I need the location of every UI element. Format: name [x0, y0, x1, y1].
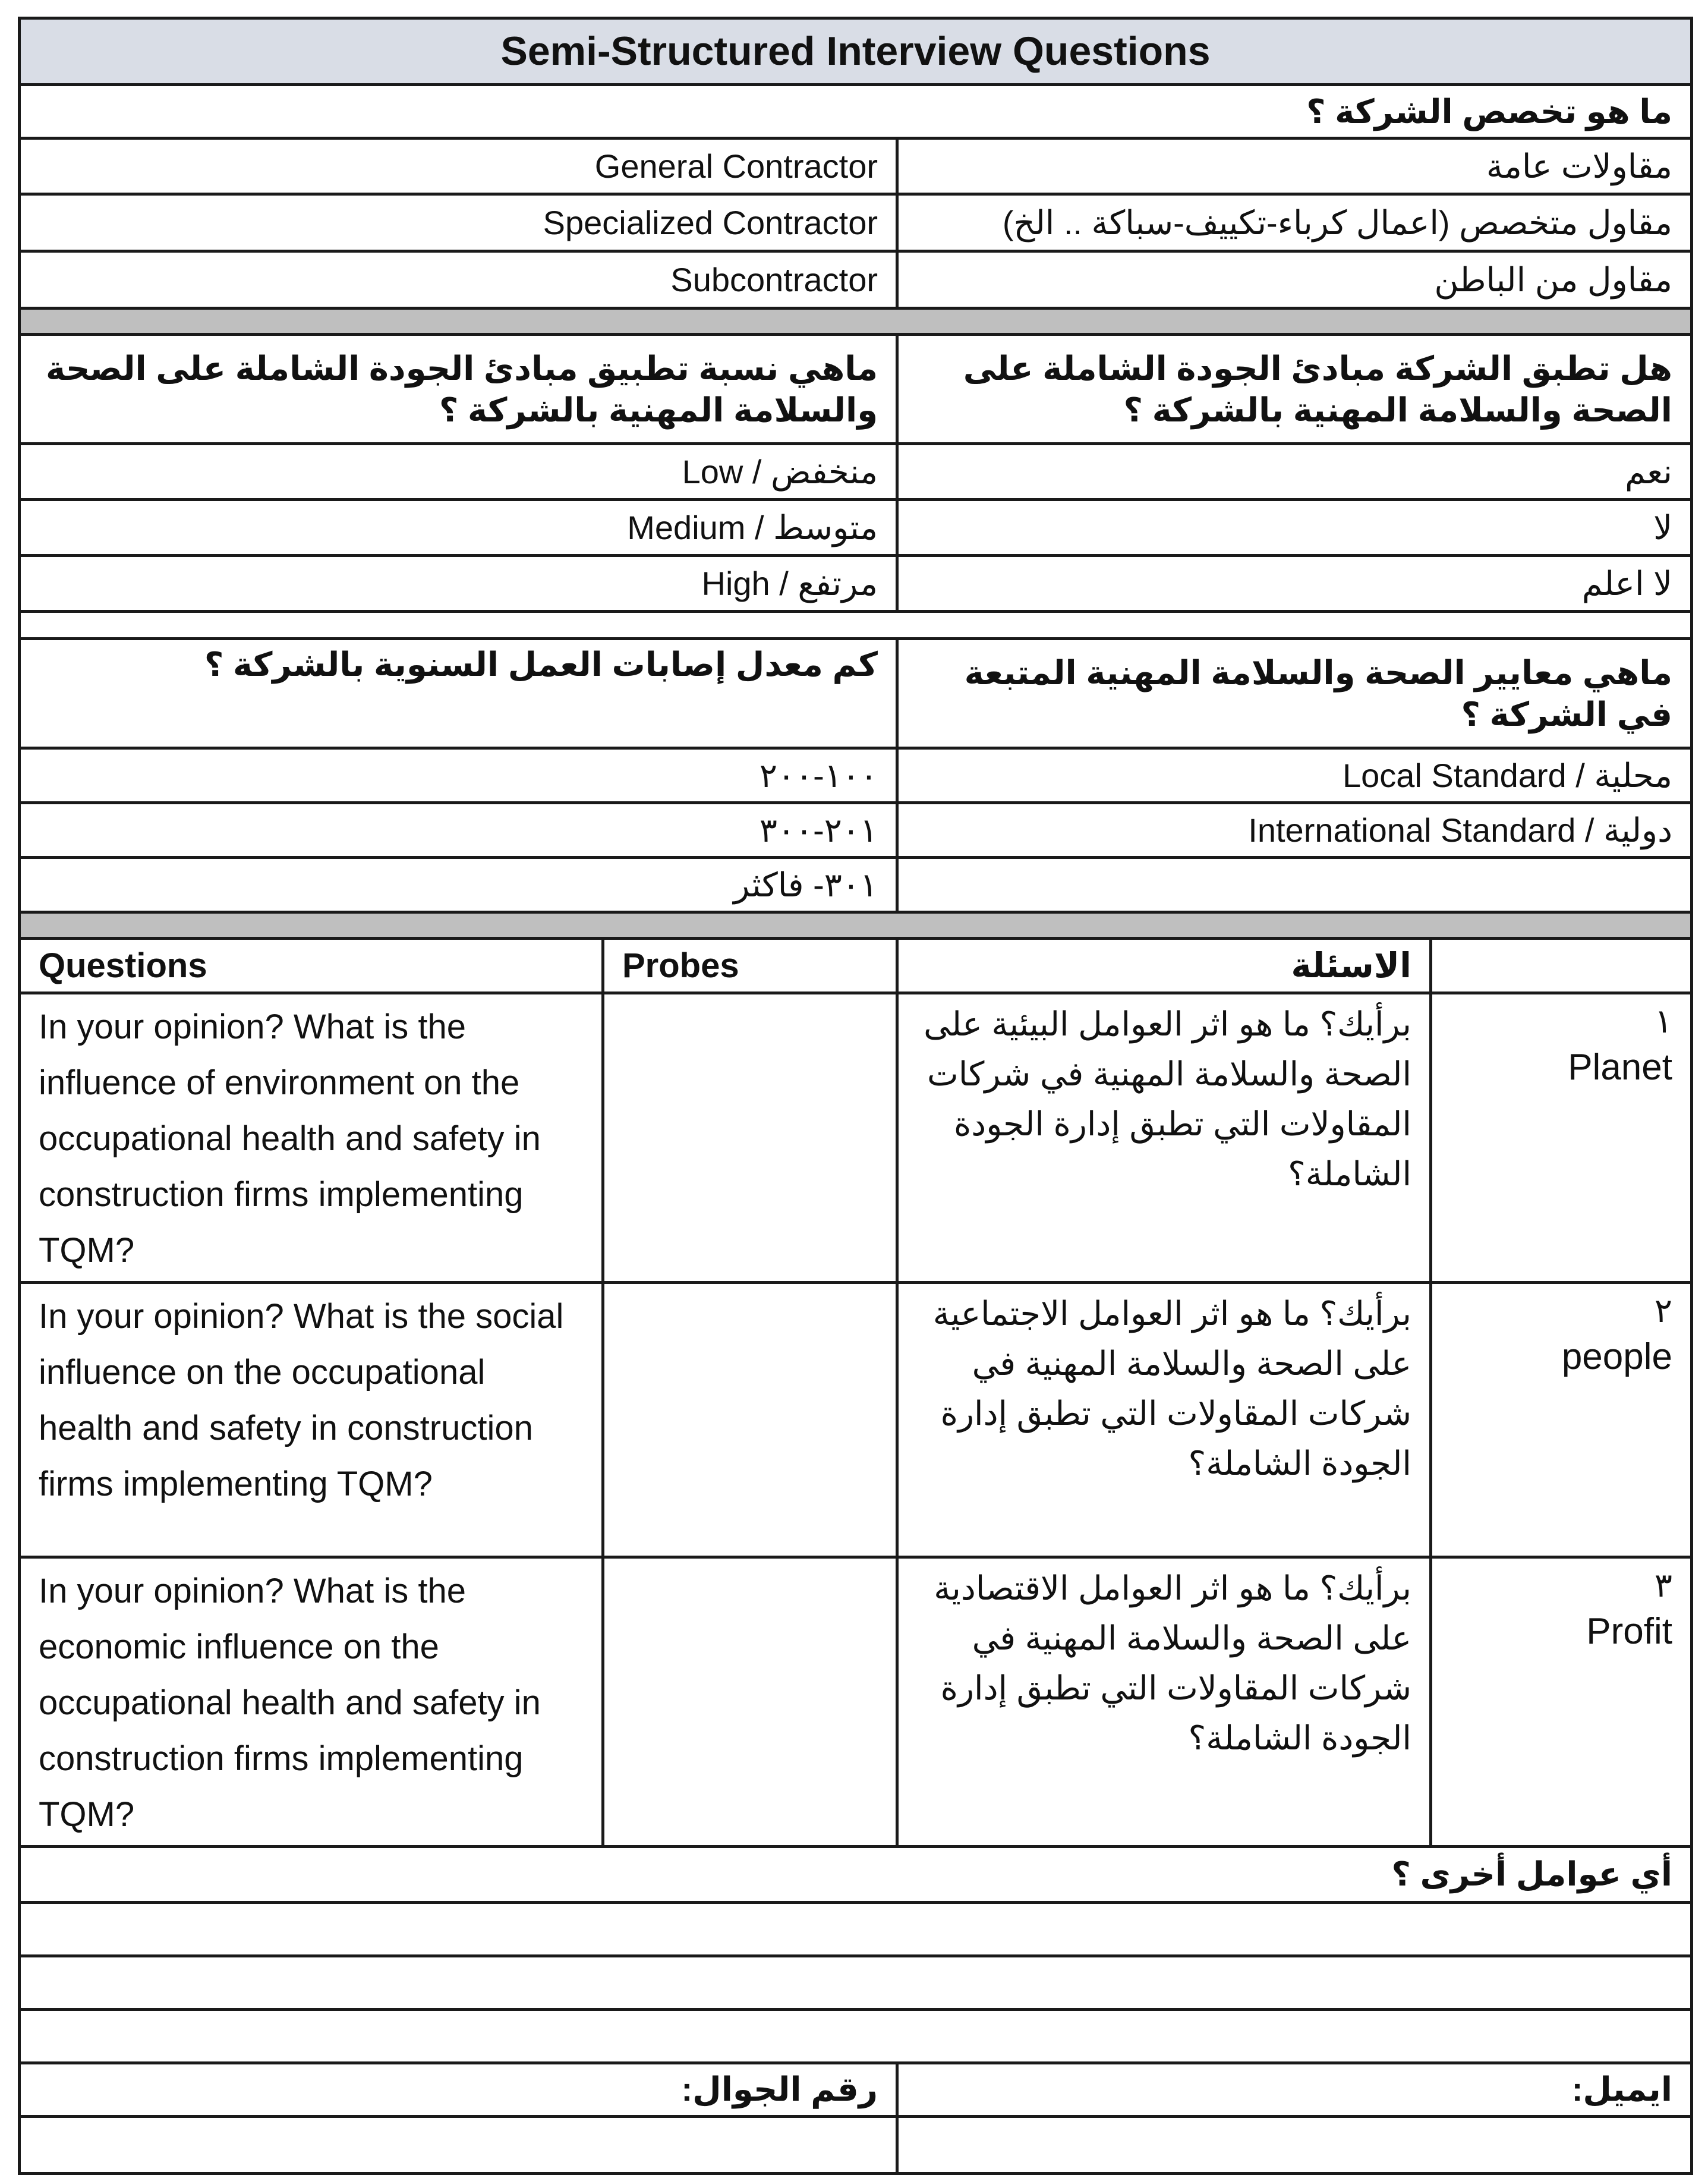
contact-row	[20, 2063, 1692, 2116]
tqm-rate-option: متوسط / Medium	[20, 500, 897, 556]
form-top-table	[18, 17, 1693, 940]
injury-rate-option: ٣٠١- فاكثر	[20, 858, 897, 912]
tqm-rate-question: ماهي نسبة تطبيق مبادئ الجودة الشاملة على الصحة والسلامة المهنية بالشركة ؟	[20, 335, 897, 444]
question-en: In your opinion? What is the influence of environment on the occupational health and safety in construction firms implementing TQM?	[20, 993, 603, 1283]
contact-input-row	[20, 2116, 1692, 2173]
tqm-apply-option: لا اعلم	[897, 556, 1692, 612]
question-ar: برأيك؟ ما هو اثر العوامل البيئية على الصحة والسلامة المهنية في شركات المقاولات التي تطبق إدارة الجودة الشاملة؟	[897, 993, 1431, 1283]
question-row	[20, 1282, 1692, 1557]
interview-form	[18, 17, 1690, 2175]
injury-rate-question: كم معدل إصابات العمل السنوية بالشركة ؟	[20, 639, 897, 748]
mobile-field[interactable]	[20, 2116, 897, 2173]
question-row	[20, 993, 1692, 1283]
specialty-option-row	[20, 194, 1692, 251]
question-en: In your opinion? What is the social influence on the occupational health and safety in construction firms implementing TQM?	[20, 1282, 603, 1557]
specialty-option-ar: مقاول متخصص (اعمال كرباء-تكييف-سباكة .. الخ)	[897, 194, 1692, 251]
dimension-cell	[1431, 1282, 1692, 1557]
safety-standard-option	[897, 858, 1692, 912]
other-factors-label: أي عوامل أخرى ؟	[20, 1846, 1692, 1902]
probes-header: Probes	[603, 939, 897, 993]
answer-line[interactable]	[20, 1902, 1692, 1956]
specialty-option-row	[20, 139, 1692, 194]
company-specialty-question: ما هو تخصص الشركة ؟	[20, 85, 1692, 139]
section-divider	[20, 309, 1692, 335]
email-label: ايميل:	[897, 2063, 1692, 2116]
specialty-option-row	[20, 251, 1692, 309]
specialty-option-ar: مقاول من الباطن	[897, 251, 1692, 309]
injury-rate-option: ١٠٠-٢٠٠	[20, 748, 897, 803]
page-title: Semi-Structured Interview Questions	[20, 18, 1692, 85]
tqm-apply-option: نعم	[897, 444, 1692, 500]
question-ar: برأيك؟ ما هو اثر العوامل الاجتماعية على الصحة والسلامة المهنية في شركات المقاولات التي تطبق إدارة الجودة الشاملة؟	[897, 1282, 1431, 1557]
answer-row	[20, 500, 1692, 556]
specialty-option-en: Subcontractor	[20, 251, 897, 309]
answer-row	[20, 748, 1692, 803]
specialty-option-en: General Contractor	[20, 139, 897, 194]
footer-table	[18, 1845, 1693, 2175]
question-ar: برأيك؟ ما هو اثر العوامل الاقتصادية على الصحة والسلامة المهنية في شركات المقاولات التي تطبق إدارة الجودة الشاملة؟	[897, 1557, 1431, 1846]
probes-cell	[603, 1282, 897, 1557]
safety-standard-option: دولية / International Standard	[897, 803, 1692, 858]
blank-row	[20, 612, 1692, 639]
tqm-apply-question: هل تطبق الشركة مبادئ الجودة الشاملة على الصحة والسلامة المهنية بالشركة ؟	[897, 335, 1692, 444]
safety-standards-question: ماهي معايير الصحة والسلامة المهنية المتبعة في الشركة ؟	[897, 639, 1692, 748]
probes-cell	[603, 1557, 897, 1846]
tqm-rate-option: منخفض / Low	[20, 444, 897, 500]
answer-row	[20, 858, 1692, 912]
dimension-header	[1431, 939, 1692, 993]
dimension-label: people	[1561, 1336, 1672, 1378]
tqm-apply-option: لا	[897, 500, 1692, 556]
specialty-option-en: Specialized Contractor	[20, 194, 897, 251]
answer-line[interactable]	[20, 2009, 1692, 2063]
answer-row	[20, 444, 1692, 500]
dimension-label: Planet	[1568, 1047, 1672, 1088]
mobile-label: رقم الجوال:	[20, 2063, 897, 2116]
section-divider	[20, 912, 1692, 939]
answer-line[interactable]	[20, 1956, 1692, 2009]
specialty-option-ar: مقاولات عامة	[897, 139, 1692, 194]
questions-header: Questions	[20, 939, 603, 993]
email-field[interactable]	[897, 2116, 1692, 2173]
question-number: ١	[1654, 1002, 1672, 1040]
dimension-cell	[1431, 1557, 1692, 1846]
injury-rate-option: ٢٠١-٣٠٠	[20, 803, 897, 858]
answer-row	[20, 556, 1692, 612]
probes-cell	[603, 993, 897, 1283]
questions-table	[18, 937, 1693, 1848]
answer-row	[20, 803, 1692, 858]
dimension-label: Profit	[1586, 1611, 1672, 1653]
safety-standard-option: محلية / Local Standard	[897, 748, 1692, 803]
question-en: In your opinion? What is the economic influence on the occupational health and safety in construction firms implementing TQM?	[20, 1557, 603, 1846]
question-number: ٢	[1654, 1291, 1672, 1329]
tqm-rate-option: مرتفع / High	[20, 556, 897, 612]
question-number: ٣	[1654, 1566, 1672, 1604]
arabic-questions-header: الاسئلة	[897, 939, 1431, 993]
questions-header-row	[20, 939, 1692, 993]
question-row	[20, 1557, 1692, 1846]
dimension-cell	[1431, 993, 1692, 1283]
